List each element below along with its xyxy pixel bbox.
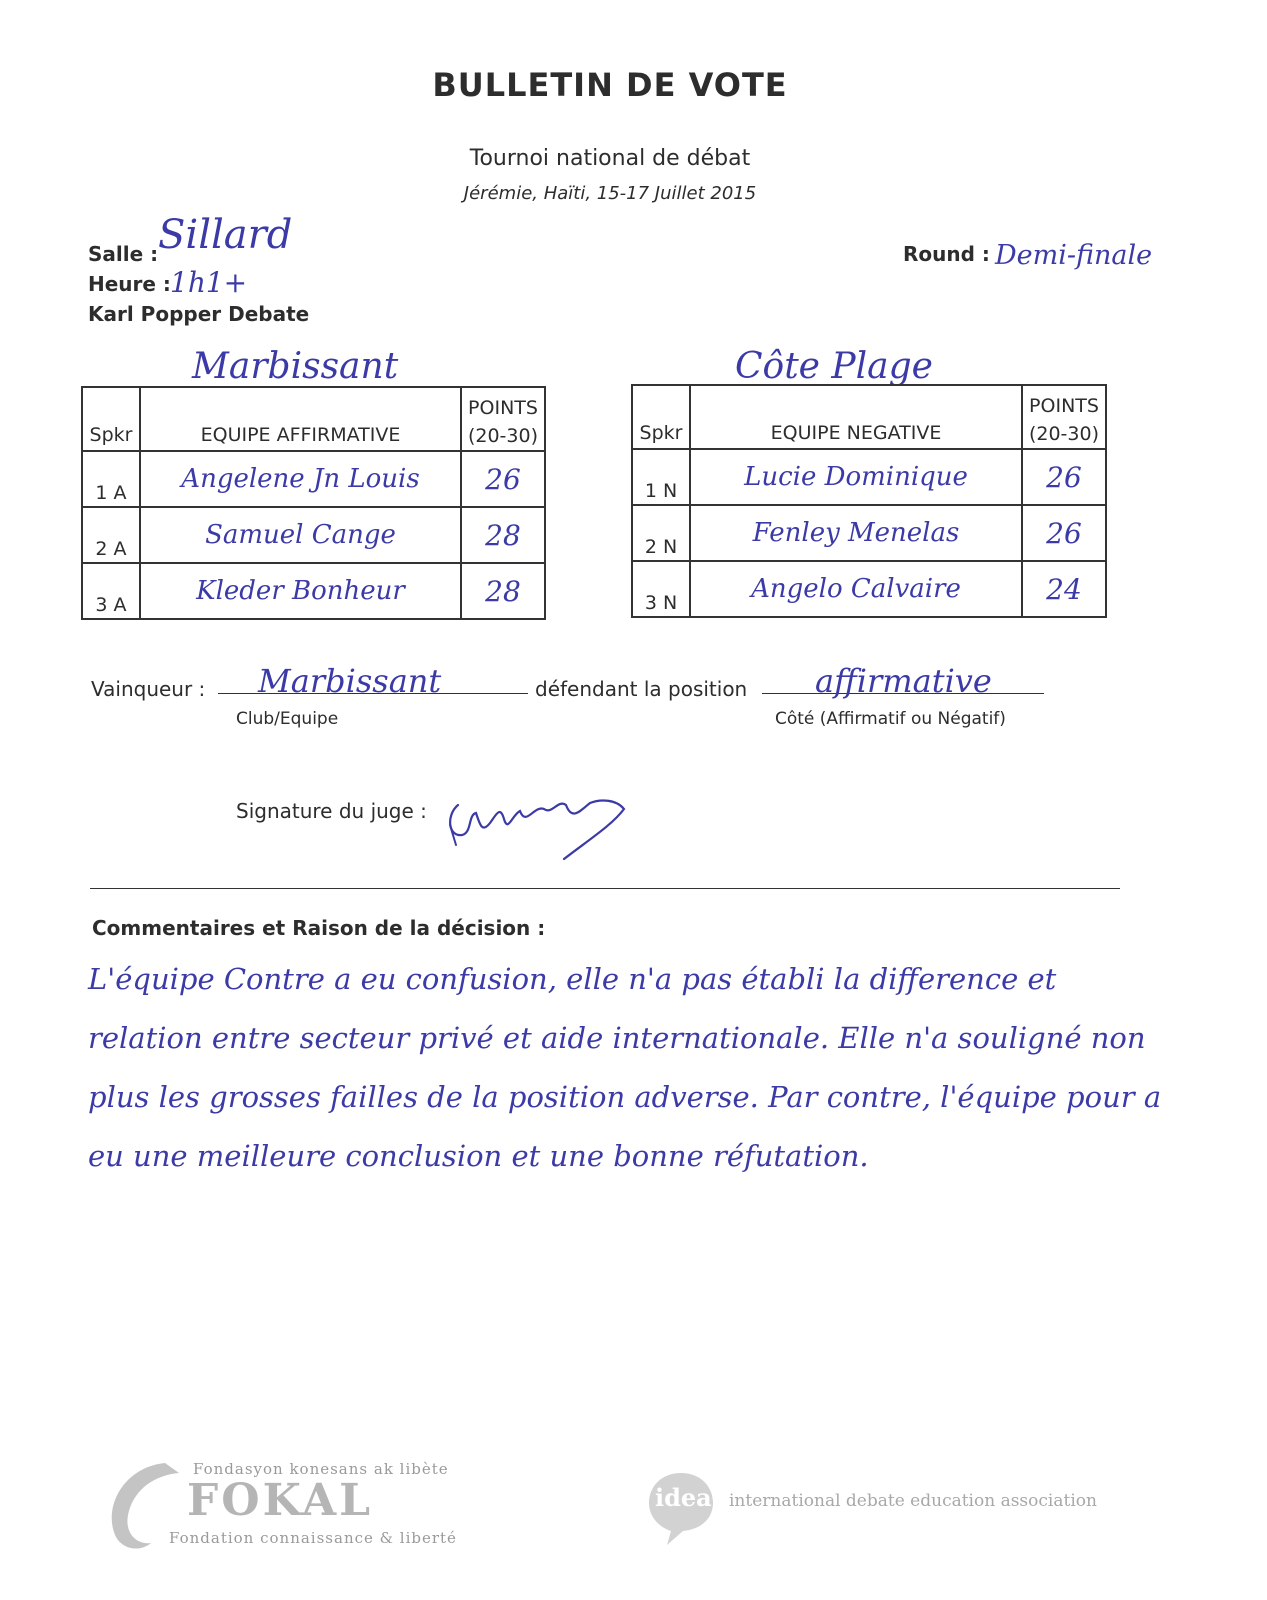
comments-text: L'équipe Contre a eu confusion, elle n'a pas établi la difference et relation entre secteur privé et aide internationale. Elle n'a souligné non plus les grosses failles de la position adverse. Par contre, l'équipe pour a eu une meilleure conclusion et une bonne réfutation. [88,962,1162,1173]
speaker-points: 24 [1022,561,1106,617]
speaker-id: 2 N [632,505,690,561]
speaker-id: 2 A [82,507,140,563]
speaker-name: Lucie Dominique [690,449,1022,505]
vainqueur-value: Marbissant [258,662,442,700]
speaker-name: Angelo Calvaire [690,561,1022,617]
table-row [82,451,545,507]
col-team-header: EQUIPE AFFIRMATIVE [140,387,461,451]
table-row [632,505,1106,561]
position-value: affirmative [815,662,992,700]
tournament-name: Tournoi national de débat [469,146,751,171]
page-title: BULLETIN DE VOTE [432,66,788,104]
points-range: (20-30) [1028,423,1100,445]
speaker-id: 1 A [82,451,140,507]
table-row [82,563,545,619]
speaker-name: Samuel Cange [140,507,461,563]
speaker-name: Fenley Menelas [690,505,1022,561]
salle-label: Salle : [88,242,159,266]
speaker-points: 26 [1022,505,1106,561]
debate-format: Karl Popper Debate [88,302,310,326]
idea-mark: idea [655,1483,712,1512]
col-team-header: EQUIPE NEGATIVE [690,385,1022,449]
vainqueur-label: Vainqueur : [91,677,206,701]
speaker-points: 28 [461,507,545,563]
table-row [632,449,1106,505]
speaker-points: 28 [461,563,545,619]
section-divider [90,888,1120,889]
speaker-points: 26 [461,451,545,507]
negative-score-table [631,384,1107,618]
judge-signature-image [440,775,640,865]
signature-label: Signature du juge : [236,799,427,823]
tournament-place-date: Jérémie, Haïti, 15-17 Juillet 2015 [463,183,757,204]
fokal-tagline-bottom: Fondation connaissance & liberté [169,1529,457,1547]
fokal-name: FOKAL [187,1475,374,1526]
comments-label: Commentaires et Raison de la décision : [92,916,546,940]
speaker-id: 3 N [632,561,690,617]
fokal-logo [95,1455,495,1555]
col-points-header [1022,385,1106,449]
col-spkr-header: Spkr [82,387,140,451]
speaker-id: 3 A [82,563,140,619]
table-row [632,561,1106,617]
fokal-tagline-top: Fondasyon konesans ak libète [193,1460,449,1478]
cote-caption: Côté (Affirmatif ou Négatif) [775,709,1006,729]
speaker-id: 1 N [632,449,690,505]
speaker-points: 26 [1022,449,1106,505]
points-range: (20-30) [467,425,539,447]
heure-label: Heure : [88,272,171,296]
club-caption: Club/Equipe [236,709,339,729]
col-spkr-header: Spkr [632,385,690,449]
salle-value: Sillard [158,212,293,258]
idea-logo [645,1465,1105,1555]
round-label: Round : [903,242,990,266]
speaker-name: Kleder Bonheur [140,563,461,619]
table-row [82,507,545,563]
col-points-header [461,387,545,451]
points-label: POINTS [468,397,538,419]
round-value: Demi-finale [995,240,1153,271]
points-label: POINTS [1029,395,1099,417]
heure-value: 1h1+ [170,266,248,299]
affirmative-score-table [81,386,546,620]
position-label: défendant la position [535,677,748,701]
idea-name: international debate education association [729,1491,1097,1511]
speaker-name: Angelene Jn Louis [140,451,461,507]
affirmative-team-name: Marbissant [192,346,399,387]
negative-team-name: Côte Plage [735,346,933,387]
